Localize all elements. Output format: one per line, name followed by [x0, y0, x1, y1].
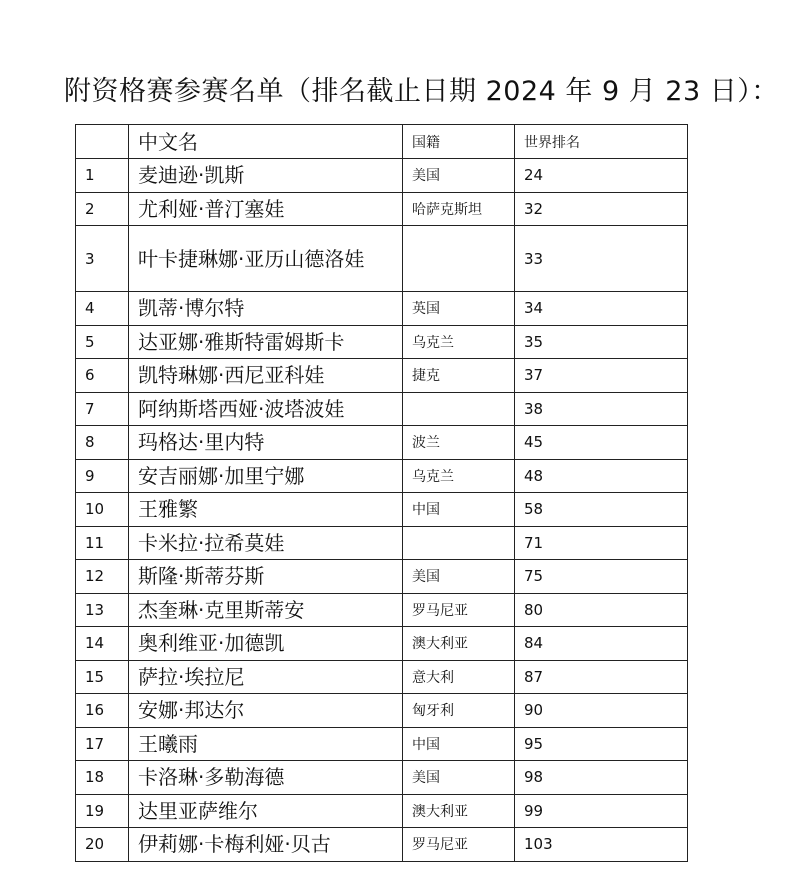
document-title: 附资格赛参赛名单（排名截止日期 2024 年 9 月 23 日）： — [64, 76, 779, 107]
player-nationality: 澳大利亚 — [403, 794, 515, 828]
player-world-ranking: 58 — [515, 493, 688, 527]
player-world-ranking: 90 — [515, 694, 688, 728]
player-name: 王曦雨 — [129, 727, 403, 761]
player-name: 伊莉娜·卡梅利娅·贝古 — [129, 828, 403, 862]
player-nationality: 澳大利亚 — [403, 627, 515, 661]
header-nationality: 国籍 — [403, 125, 515, 159]
player-world-ranking: 33 — [515, 226, 688, 292]
player-name: 王雅繁 — [129, 493, 403, 527]
player-name: 奥利维亚·加德凯 — [129, 627, 403, 661]
player-name: 凯蒂·博尔特 — [129, 292, 403, 326]
table-row — [76, 459, 688, 493]
player-nationality: 中国 — [403, 493, 515, 527]
player-name: 斯隆·斯蒂芬斯 — [129, 560, 403, 594]
table-header-row — [76, 125, 688, 159]
table-row — [76, 694, 688, 728]
player-world-ranking: 75 — [515, 560, 688, 594]
player-nationality: 罗马尼亚 — [403, 828, 515, 862]
row-number: 14 — [76, 627, 129, 661]
table-row — [76, 159, 688, 193]
table-row — [76, 493, 688, 527]
table-row — [76, 593, 688, 627]
table-row — [76, 794, 688, 828]
player-nationality — [403, 226, 515, 292]
player-nationality: 意大利 — [403, 660, 515, 694]
player-nationality — [403, 392, 515, 426]
player-nationality: 匈牙利 — [403, 694, 515, 728]
table-row — [76, 627, 688, 661]
table-row — [76, 660, 688, 694]
row-number: 8 — [76, 426, 129, 460]
table-row — [76, 325, 688, 359]
table-body — [76, 159, 688, 862]
header-world-ranking: 世界排名 — [515, 125, 688, 159]
row-number: 5 — [76, 325, 129, 359]
row-number: 9 — [76, 459, 129, 493]
table-row — [76, 192, 688, 226]
row-number: 11 — [76, 526, 129, 560]
row-number: 6 — [76, 359, 129, 393]
row-number: 4 — [76, 292, 129, 326]
player-world-ranking: 34 — [515, 292, 688, 326]
player-world-ranking: 84 — [515, 627, 688, 661]
row-number: 3 — [76, 226, 129, 292]
player-nationality: 波兰 — [403, 426, 515, 460]
player-world-ranking: 35 — [515, 325, 688, 359]
player-world-ranking: 71 — [515, 526, 688, 560]
row-number: 16 — [76, 694, 129, 728]
table-row — [76, 359, 688, 393]
player-nationality: 中国 — [403, 727, 515, 761]
row-number: 19 — [76, 794, 129, 828]
header-chinese-name: 中文名 — [129, 125, 403, 159]
player-name: 凯特琳娜·西尼亚科娃 — [129, 359, 403, 393]
table-row — [76, 761, 688, 795]
table-row — [76, 292, 688, 326]
row-number: 18 — [76, 761, 129, 795]
player-nationality — [403, 526, 515, 560]
row-number: 1 — [76, 159, 129, 193]
player-world-ranking: 24 — [515, 159, 688, 193]
player-world-ranking: 37 — [515, 359, 688, 393]
player-world-ranking: 99 — [515, 794, 688, 828]
table-row — [76, 560, 688, 594]
player-world-ranking: 87 — [515, 660, 688, 694]
table-row — [76, 426, 688, 460]
table-row — [76, 828, 688, 862]
row-number: 12 — [76, 560, 129, 594]
row-number: 7 — [76, 392, 129, 426]
player-name: 尤利娅·普汀塞娃 — [129, 192, 403, 226]
player-world-ranking: 32 — [515, 192, 688, 226]
player-name: 玛格达·里内特 — [129, 426, 403, 460]
header-number — [76, 125, 129, 159]
table-row — [76, 226, 688, 292]
player-nationality: 美国 — [403, 560, 515, 594]
player-name: 阿纳斯塔西娅·波塔波娃 — [129, 392, 403, 426]
player-nationality: 哈萨克斯坦 — [403, 192, 515, 226]
row-number: 15 — [76, 660, 129, 694]
player-nationality: 乌克兰 — [403, 459, 515, 493]
row-number: 20 — [76, 828, 129, 862]
player-name: 麦迪逊·凯斯 — [129, 159, 403, 193]
player-nationality: 捷克 — [403, 359, 515, 393]
player-name: 达里亚萨维尔 — [129, 794, 403, 828]
player-world-ranking: 98 — [515, 761, 688, 795]
player-name: 安吉丽娜·加里宁娜 — [129, 459, 403, 493]
row-number: 2 — [76, 192, 129, 226]
player-nationality: 美国 — [403, 761, 515, 795]
player-name: 卡洛琳·多勒海德 — [129, 761, 403, 795]
player-world-ranking: 103 — [515, 828, 688, 862]
player-name: 萨拉·埃拉尼 — [129, 660, 403, 694]
player-name: 达亚娜·雅斯特雷姆斯卡 — [129, 325, 403, 359]
table-row — [76, 526, 688, 560]
player-world-ranking: 48 — [515, 459, 688, 493]
player-nationality: 英国 — [403, 292, 515, 326]
row-number: 13 — [76, 593, 129, 627]
row-number: 17 — [76, 727, 129, 761]
player-name: 叶卡捷琳娜·亚历山德洛娃 — [129, 226, 403, 292]
player-world-ranking: 38 — [515, 392, 688, 426]
player-world-ranking: 80 — [515, 593, 688, 627]
player-nationality: 美国 — [403, 159, 515, 193]
qualifying-roster-table — [75, 124, 688, 862]
player-name: 安娜·邦达尔 — [129, 694, 403, 728]
player-world-ranking: 45 — [515, 426, 688, 460]
row-number: 10 — [76, 493, 129, 527]
player-nationality: 乌克兰 — [403, 325, 515, 359]
table-row — [76, 392, 688, 426]
player-name: 卡米拉·拉希莫娃 — [129, 526, 403, 560]
player-world-ranking: 95 — [515, 727, 688, 761]
player-name: 杰奎琳·克里斯蒂安 — [129, 593, 403, 627]
player-nationality: 罗马尼亚 — [403, 593, 515, 627]
table-row — [76, 727, 688, 761]
